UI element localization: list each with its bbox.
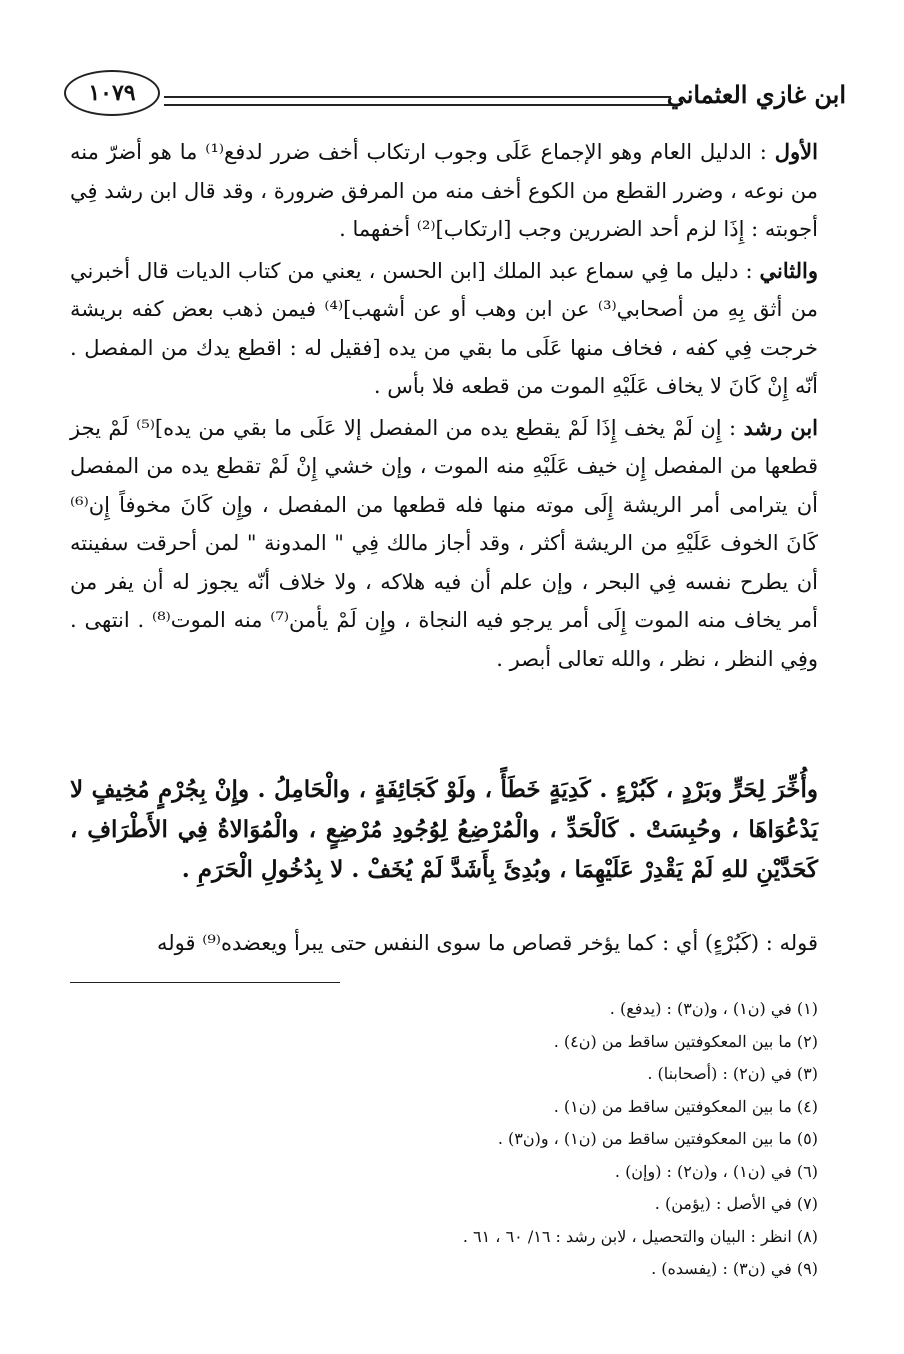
paragraph-lead: ابن رشد	[743, 414, 819, 440]
footnote: (٤) ما بين المعكوفتين ساقط من (ن١) .	[553, 1096, 818, 1116]
footnote: (٨) انظر : البيان والتحصيل ، لابن رشد : ١٦/ ٦٠ ، ٦١ .	[462, 1226, 818, 1246]
main-text	[70, 133, 818, 678]
footnote: (١) في (ن١) ، و(ن٣) : (يدفع) .	[609, 999, 818, 1018]
footnote: (٢) ما بين المعكوفتين ساقط من (ن٤) .	[553, 1031, 818, 1051]
page-number: ١٠٧٩	[64, 70, 160, 116]
paragraph-text: : دليل ما فِي سماع عبد الملك [ابن الحسن ، يعني من كتاب الديات قال أخبرني من أثق بِهِ من أصحابي⁽³⁾ عن ابن وهب أو عن أشهب]⁽⁴⁾ فيمن ذهب بعض كفه بريشة خرجت فِي كفه ، فخاف منها عَلَى ما بقي من يده [فقيل له : اقطع يدك من المفصل . أنّه إِنْ كَانَ لا يخاف عَلَيْهِ الموت من قطعه فلا بأس .	[70, 258, 818, 398]
paragraph-first	[70, 133, 818, 249]
paragraph-text: : إِن لَمْ يخف إِذَا لَمْ يقطع يده من المفصل إلا عَلَى ما بقي من يده]⁽⁵⁾ لَمْ يجز قطعها من المفصل إِن خيف عَلَيْهِ منه الموت ، وإن خشي إِنْ لَمْ تقطع يده من المفصل أن يترامى أمر الريشة إِلَى موته منها فله قطعها من المفصل ، وإِن كَانَ مخوفاً إِن⁽⁶⁾ كَانَ الخوف عَلَيْهِ من الريشة أكثر ، وقد أجاز مالك فِي " المدونة " لمن أحرقت سفينته أن يطرح نفسه فِي البحر ، وإن علم أن فيه هلاكه ، ولا خلاف أنّه يجوز له أن يفر من أمر يخاف منه الموت إِلَى أمر يرجو فيه النجاة ، وإِن لَمْ يأمن⁽⁷⁾ منه الموت⁽⁸⁾ . انتهى . وفِي النظر ، نظر ، والله تعالى أبصر .	[70, 415, 818, 671]
footnote: (٣) في (ن٢) : (أصحابنا) .	[647, 1064, 818, 1083]
matn-text: وأُخِّرَ لِحَرٍّ وبَرْدٍ ، كَبُرْءٍ . كَدِيَةٍ خَطَأً ، ولَوْ كَجَائِفَةٍ ، والْحَامِلُ . وإِنْ بِجُرْمٍ مُخِيفٍ لا يَدْعُوَاهَا ، وحُبِسَتْ . كَالْحَدِّ ، والْمُرْضِعُ لِوُجُودِ مُرْضِعٍ ، والْمُوَالاةُ فِي الأَطْرَافِ ، كَحَدَّيْنِ للهِ لَمْ يَقْدِرْ عَلَيْهِمَا ، وبُدِئَ بِأَشَدَّ لَمْ يُخَفْ . لا بِدُخُولِ الْحَرَمِ .	[70, 776, 818, 883]
footnote: (٧) في الأصل : (يؤمن) .	[654, 1194, 818, 1213]
page-header	[64, 70, 846, 120]
commentary-text: قوله : (كَبُرْءٍ) أي : كما يؤخر قصاص ما سوى النفس حتى يبرأ ويعضده⁽⁹⁾ قوله	[156, 931, 818, 955]
header-rule	[164, 96, 671, 106]
running-head-author: ابن غازي العثماني	[666, 80, 846, 109]
paragraph-lead: والثاني	[759, 257, 818, 283]
paragraph-ibn-rushd	[70, 409, 818, 679]
footnotes	[70, 993, 818, 1286]
footnote: (٩) في (ن٣) : (يفسده) .	[651, 1259, 818, 1278]
paragraph-lead: الأول	[774, 139, 818, 164]
footnote-rule	[70, 982, 340, 983]
footnote: (٥) ما بين المعكوفتين ساقط من (ن١) ، و(ن٣) .	[497, 1129, 818, 1148]
footnote: (٦) في (ن١) ، و(ن٢) : (وإن) .	[614, 1161, 818, 1181]
paragraph-text: : الدليل العام وهو الإجماع عَلَى وجوب ارتكاب أخف ضرر لدفع⁽¹⁾ ما هو أضرّ منه من نوعه ، وضرر القطع من الكوع أخف منه من المرفق ضرورة ، وقد قال ابن رشد فِي أجوبته : إِذَا لزم أحد الضررين وجب [ارتكاب]⁽²⁾ أخفهما .	[70, 140, 818, 241]
paragraph-second	[70, 252, 818, 406]
